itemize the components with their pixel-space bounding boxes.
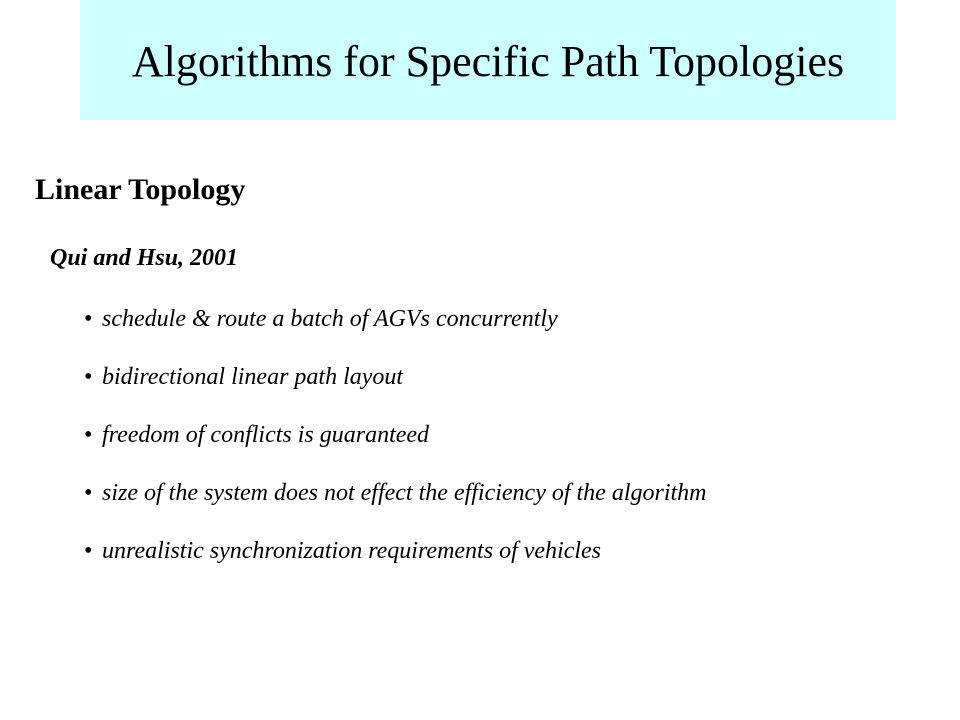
bullet-text: freedom of conflicts is guaranteed (102, 422, 430, 448)
bullet-item (84, 476, 707, 534)
bullet-text: bidirectional linear path layout (102, 364, 404, 390)
bullet-item (84, 534, 707, 592)
bullet-text: schedule & route a batch of AGVs concurrently (102, 306, 558, 332)
bullet-icon: • (84, 480, 93, 506)
bullet-item (84, 418, 707, 476)
bullet-icon: • (84, 422, 93, 448)
bullet-list (84, 302, 707, 592)
citation: Qui and Hsu, 2001 (50, 245, 239, 271)
title-banner (80, 0, 896, 120)
section-heading: Linear Topology (35, 173, 246, 206)
bullet-icon: • (84, 538, 93, 564)
bullet-icon: • (84, 306, 93, 332)
bullet-item (84, 360, 707, 418)
bullet-text: size of the system does not effect the efficiency of the algorithm (102, 480, 707, 506)
bullet-text: unrealistic synchronization requirements of vehicles (102, 538, 602, 564)
bullet-icon: • (84, 364, 93, 390)
bullet-item (84, 302, 707, 360)
slide-title: Algorithms for Specific Path Topologies (131, 37, 845, 86)
